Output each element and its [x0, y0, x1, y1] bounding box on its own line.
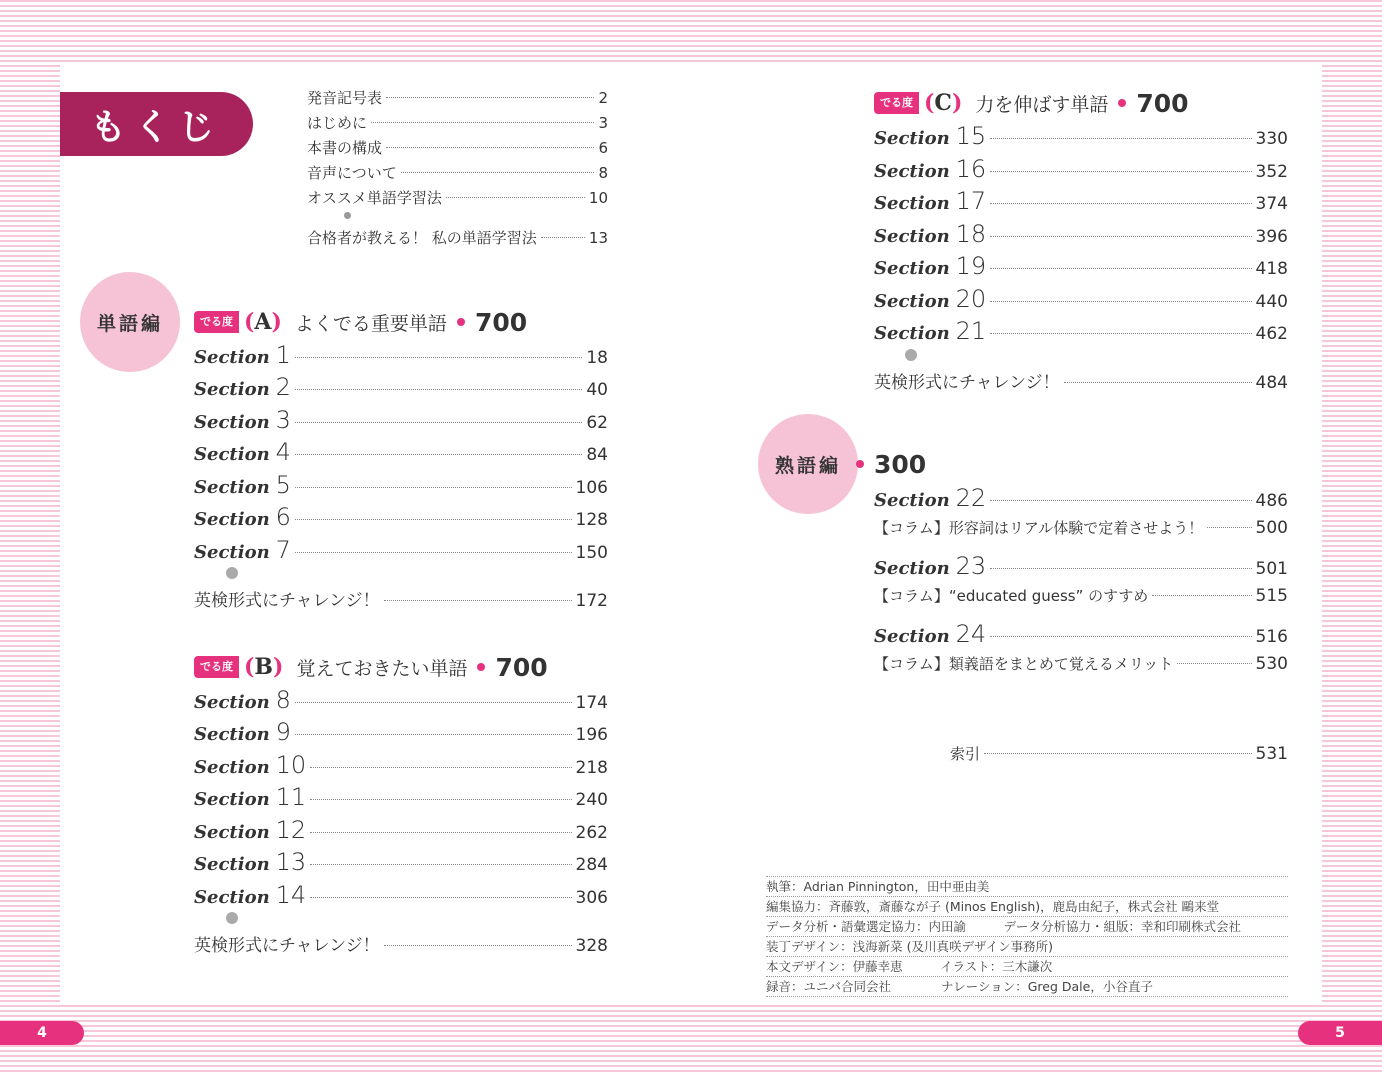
section-page: 240 — [575, 790, 608, 810]
section-entry[interactable] — [874, 484, 1288, 512]
section-page: 106 — [575, 478, 608, 498]
section-page: 18 — [586, 348, 608, 368]
toc-page: 3 — [598, 114, 608, 132]
section-page: 486 — [1255, 491, 1288, 511]
section-entry[interactable] — [194, 718, 608, 746]
section-entry[interactable] — [194, 848, 608, 876]
toc-page: 10 — [588, 189, 608, 207]
challenge-page: 484 — [1255, 373, 1288, 393]
level-count: 700 — [1136, 88, 1189, 118]
toc-label: 合格者が教える！ 私の単語学習法 — [307, 229, 537, 247]
bullet-icon — [226, 567, 238, 579]
toc-page: 8 — [598, 164, 608, 182]
section-word: Section — [874, 626, 950, 647]
deru-label: でる度 — [194, 656, 239, 678]
credit-line: 本文デザイン：伊藤幸恵 イラスト：三木謙次 — [766, 957, 1288, 977]
section-number: 23 — [955, 552, 987, 580]
column-label: 【コラム】形容詞はリアル体験で定着させよう！ — [874, 519, 1204, 537]
bullet-icon — [905, 349, 917, 361]
credits-block — [766, 876, 1288, 997]
bullet-icon — [226, 912, 238, 924]
section-entry[interactable] — [194, 438, 608, 466]
toc-label: 本書の構成 — [307, 139, 383, 157]
section-page: 418 — [1255, 259, 1288, 279]
section-word: Section — [874, 558, 950, 579]
challenge-entry[interactable] — [194, 931, 608, 956]
page-number-left: 4 — [0, 1021, 84, 1045]
section-number: 9 — [275, 718, 291, 746]
deru-label: でる度 — [194, 311, 239, 333]
section-word: Section — [874, 193, 950, 214]
challenge-entry[interactable] — [194, 586, 608, 611]
section-word: Section — [194, 444, 270, 465]
section-page: 196 — [575, 725, 608, 745]
part-idioms-badge: 熟語編 — [758, 414, 858, 514]
challenge-entry[interactable] — [874, 368, 1288, 393]
section-word: Section — [194, 509, 270, 530]
section-word: Section — [874, 161, 950, 182]
dot-icon — [856, 460, 864, 468]
section-page: 128 — [575, 510, 608, 530]
column-entry[interactable] — [874, 585, 1288, 606]
idiom-count: 300 — [874, 449, 927, 479]
index-entry[interactable] — [950, 743, 1288, 764]
section-entry[interactable] — [194, 751, 608, 779]
section-entry[interactable] — [874, 552, 1288, 580]
section-entry[interactable] — [194, 536, 608, 564]
section-number: 10 — [275, 751, 307, 779]
section-word: Section — [874, 291, 950, 312]
section-entry[interactable] — [874, 252, 1288, 280]
section-number: 24 — [955, 620, 987, 648]
section-entry[interactable] — [194, 471, 608, 499]
section-word: Section — [194, 854, 270, 875]
section-number: 8 — [275, 686, 291, 714]
toc-label: 音声について — [307, 164, 397, 182]
deru-label: でる度 — [874, 92, 919, 114]
idioms-heading — [856, 449, 926, 479]
toc-entry[interactable] — [307, 162, 608, 183]
section-number: 1 — [275, 341, 291, 369]
toc-label: はじめに — [307, 114, 368, 132]
section-number: 17 — [955, 187, 987, 215]
section-number: 2 — [275, 373, 291, 401]
section-word: Section — [194, 412, 270, 433]
toc-page: 13 — [588, 229, 608, 247]
section-page: 262 — [575, 823, 608, 843]
section-word: Section — [194, 542, 270, 563]
credit-line: 録音：ユニバ合同会社 ナレーション：Greg Dale，小谷直子 — [766, 977, 1288, 997]
column-page: 500 — [1255, 518, 1288, 538]
section-number: 6 — [275, 503, 291, 531]
level-title: 力を伸ばす単語 — [975, 93, 1109, 116]
section-number: 5 — [275, 471, 291, 499]
section-number: 20 — [955, 285, 987, 313]
toc-label: 発音記号表 — [307, 89, 383, 107]
section-word: Section — [874, 258, 950, 279]
section-page: 84 — [586, 445, 608, 465]
section-page: 501 — [1255, 559, 1288, 579]
part-words-badge: 単語編 — [80, 272, 180, 372]
section-page: 150 — [575, 543, 608, 563]
section-page: 62 — [586, 413, 608, 433]
section-page: 440 — [1255, 292, 1288, 312]
section-word: Section — [194, 887, 270, 908]
section-number: 11 — [275, 783, 307, 811]
section-number: 4 — [275, 438, 291, 466]
toc-entry[interactable] — [307, 112, 608, 133]
section-number: 22 — [955, 484, 987, 512]
section-entry[interactable] — [194, 816, 608, 844]
credit-line: データ分析・語彙選定協力：内田諭 データ分析協力・組版：幸和印刷株式会社 — [766, 917, 1288, 937]
section-entry[interactable] — [874, 220, 1288, 248]
toc-label: オススメ単語学習法 — [307, 189, 442, 207]
section-number: 14 — [275, 881, 307, 909]
toc-entry[interactable] — [307, 137, 608, 158]
section-entry[interactable] — [874, 620, 1288, 648]
dot-icon — [457, 318, 465, 326]
section-word: Section — [194, 347, 270, 368]
level-title: よくでる重要単語 — [294, 312, 447, 335]
section-number: 19 — [955, 252, 987, 280]
section-page: 352 — [1255, 162, 1288, 182]
section-word: Section — [194, 692, 270, 713]
section-entry[interactable] — [194, 406, 608, 434]
credit-line: 編集協力：斉藤敦，斎藤なが子 (Minos English)，鹿島由紀子，株式会社 鷗来堂 — [766, 897, 1288, 917]
section-word: Section — [194, 477, 270, 498]
page-title: もくじ — [60, 92, 253, 156]
section-entry[interactable] — [874, 122, 1288, 150]
section-number: 21 — [955, 317, 987, 345]
section-page: 40 — [586, 380, 608, 400]
section-entry[interactable] — [194, 503, 608, 531]
section-entry[interactable] — [874, 187, 1288, 215]
challenge-label: 英検形式にチャレンジ！ — [874, 373, 1060, 393]
section-number: 7 — [275, 536, 291, 564]
dot-icon — [477, 663, 485, 671]
section-page: 306 — [575, 888, 608, 908]
column-page: 515 — [1255, 586, 1288, 606]
index-label: 索引 — [950, 745, 981, 763]
toc-page: 2 — [598, 89, 608, 107]
column-label: 【コラム】“educated guess” のすすめ — [874, 587, 1149, 605]
section-word: Section — [874, 490, 950, 511]
section-word: Section — [194, 822, 270, 843]
level-title: 覚えておきたい単語 — [296, 657, 468, 680]
section-entry[interactable] — [874, 285, 1288, 313]
toc-entry[interactable] — [307, 187, 608, 208]
section-entry[interactable] — [194, 686, 608, 714]
level-grade: ( B ) — [241, 654, 286, 680]
section-page: 330 — [1255, 129, 1288, 149]
challenge-label: 英検形式にチャレンジ！ — [194, 591, 380, 611]
section-number: 3 — [275, 406, 291, 434]
level-c-heading — [874, 88, 1189, 118]
column-page: 530 — [1255, 654, 1288, 674]
section-entry[interactable] — [194, 881, 608, 909]
level-grade: ( A ) — [241, 309, 285, 335]
toc-entry[interactable] — [307, 87, 608, 108]
column-entry[interactable] — [874, 653, 1288, 674]
toc-page: 6 — [598, 139, 608, 157]
column-label: 【コラム】類義語をまとめて覚えるメリット — [874, 655, 1174, 673]
section-word: Section — [194, 757, 270, 778]
section-word: Section — [194, 789, 270, 810]
column-entry[interactable] — [874, 517, 1288, 538]
section-number: 18 — [955, 220, 987, 248]
page-number-right: 5 — [1298, 1021, 1382, 1045]
section-page: 396 — [1255, 227, 1288, 247]
level-count: 700 — [474, 307, 528, 337]
section-word: Section — [194, 379, 270, 400]
section-page: 218 — [575, 758, 608, 778]
section-entry[interactable] — [194, 341, 608, 369]
section-number: 13 — [275, 848, 307, 876]
level-a-heading — [194, 307, 527, 337]
section-word: Section — [874, 323, 950, 344]
level-b-heading — [194, 652, 548, 682]
credit-line: 装丁デザイン：浅海新菜 (及川真咲デザイン事務所) — [766, 937, 1288, 957]
section-page: 462 — [1255, 324, 1288, 344]
section-page: 374 — [1255, 194, 1288, 214]
challenge-page: 172 — [575, 591, 608, 611]
index-page: 531 — [1255, 744, 1288, 764]
dot-icon — [1118, 99, 1126, 107]
section-entry[interactable] — [194, 373, 608, 401]
section-number: 16 — [955, 155, 987, 183]
level-count: 700 — [495, 652, 548, 682]
challenge-page: 328 — [575, 936, 608, 956]
section-word: Section — [194, 724, 270, 745]
section-number: 12 — [275, 816, 307, 844]
toc-entry[interactable] — [307, 227, 608, 248]
section-entry[interactable] — [874, 317, 1288, 345]
level-grade: ( C ) — [921, 90, 965, 116]
section-entry[interactable] — [874, 155, 1288, 183]
credit-line: 執筆：Adrian Pinnington，田中亜由美 — [766, 876, 1288, 897]
bullet-icon — [344, 212, 351, 219]
section-page: 516 — [1255, 627, 1288, 647]
section-page: 174 — [575, 693, 608, 713]
section-page: 284 — [575, 855, 608, 875]
section-word: Section — [874, 226, 950, 247]
challenge-label: 英検形式にチャレンジ！ — [194, 936, 380, 956]
section-number: 15 — [955, 122, 987, 150]
section-word: Section — [874, 128, 950, 149]
section-entry[interactable] — [194, 783, 608, 811]
